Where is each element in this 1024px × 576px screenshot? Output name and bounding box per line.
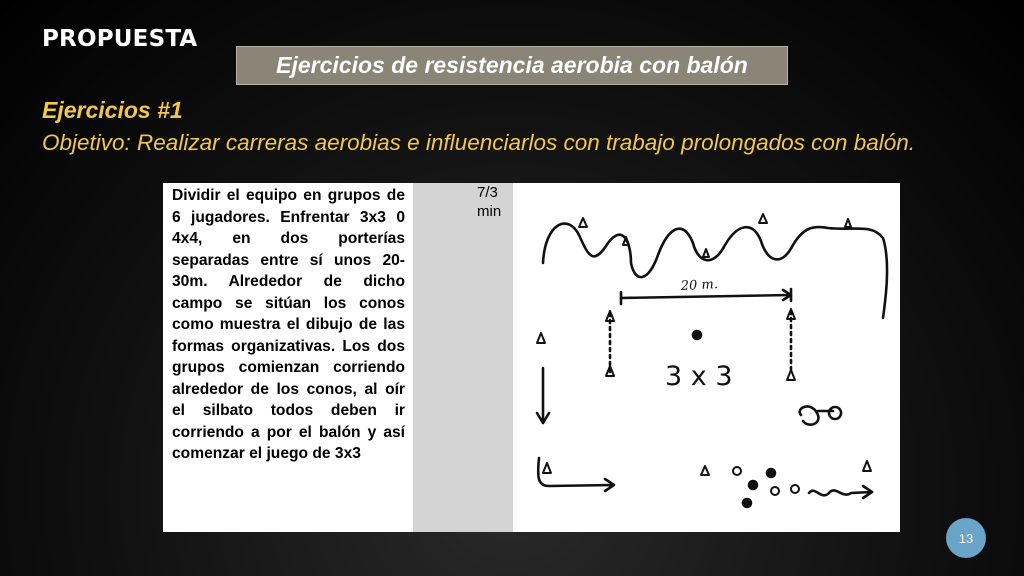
slide-heading: PROPUESTA: [42, 26, 198, 52]
cone-icon: [543, 463, 551, 473]
wavy-arrow: [809, 486, 872, 498]
cone-icon: [579, 218, 587, 227]
exercise-objective: Objetivo: Realizar carreras aerobias e influenciarlos con trabajo prolongados con balón.: [42, 130, 915, 155]
ball-icon: [693, 331, 701, 339]
cone-icon: [863, 461, 871, 471]
cone-icon: [703, 249, 709, 257]
running-path: [543, 224, 887, 318]
field-sketch: [513, 183, 900, 532]
cone-icon: [701, 466, 709, 475]
down-arrow: [537, 368, 549, 423]
exercise-time: 7/3 min: [477, 184, 502, 220]
cone-marker: [733, 467, 741, 475]
distance-label: 20 m.: [680, 277, 719, 294]
banner-title: Ejercicios de resistencia aerobia con balón: [276, 52, 748, 78]
ball-icon: [767, 469, 775, 477]
field-sketch-drawing: [513, 183, 900, 532]
cone-icon: [759, 214, 767, 223]
page-number-badge: 13: [946, 518, 986, 558]
cone-marker: [771, 487, 779, 495]
ball-icon: [749, 481, 757, 489]
corner-arrow: [538, 458, 614, 491]
formation-label: 3 x 3: [665, 361, 733, 392]
section-banner: [236, 46, 788, 85]
exercise-table: [163, 183, 900, 532]
cone-icon: [787, 370, 795, 380]
cone-icon: [845, 219, 851, 227]
cones-group-icon: [800, 407, 841, 425]
exercise-title: Ejercicios #1: [42, 97, 183, 123]
distance-arrow: [621, 295, 791, 298]
exercise-description: Dividir el equipo en grupos de 6 jugadores. Enfrentar 3x3 0 4x4, en dos porterías separadas entre sí unos 20-30m. Alrededor de dicho campo se sitúan los conos como muestra el dibujo de las formas organizativas. Los dos grupos comienzan corriendo alrededor de los conos, al oír el silbato todos deben ir corriendo a por el balón y así comenzar el juego de 3x3: [172, 187, 405, 462]
ball-icon: [743, 499, 751, 507]
cone-marker: [791, 485, 799, 493]
cone-icon: [537, 333, 545, 343]
time-cell: [413, 183, 513, 532]
